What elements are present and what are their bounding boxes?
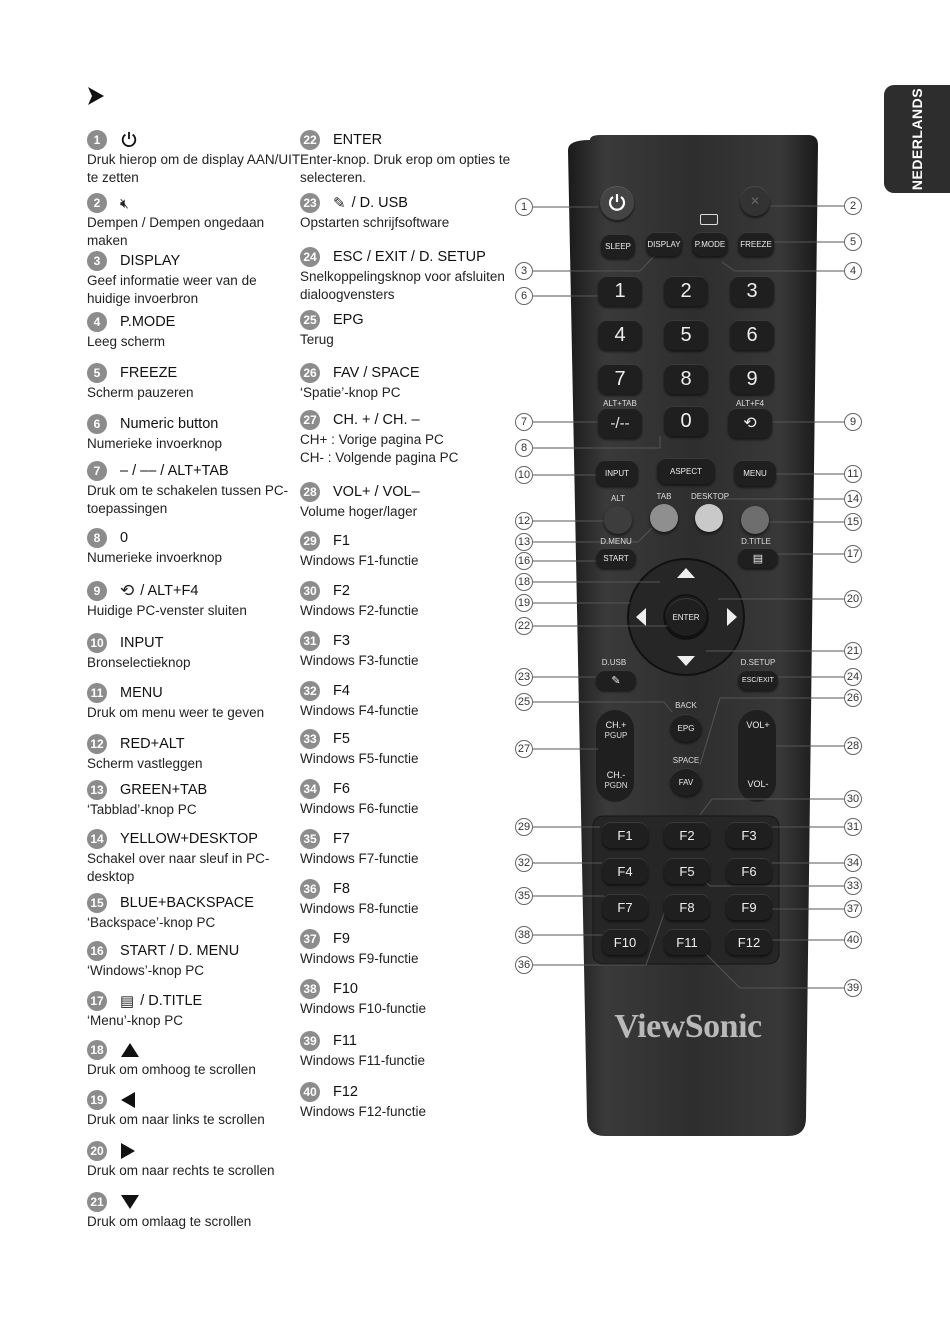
power-icon — [607, 193, 627, 213]
callout-34: 34 — [844, 854, 862, 872]
fkey-button-f5[interactable]: F5 — [664, 858, 710, 884]
fkey-button-f10[interactable]: F10 — [602, 929, 648, 955]
legend-description: Windows F1-functie — [300, 553, 419, 568]
callout-26: 26 — [844, 689, 862, 707]
fkey-button-f6[interactable]: F6 — [726, 858, 772, 884]
number-badge: 12 — [87, 734, 107, 754]
number-badge: 31 — [300, 631, 320, 651]
legend-description: Druk om omhoog te scrollen — [87, 1062, 256, 1077]
number-badge: 1 — [87, 130, 107, 150]
fkey-button-f11[interactable]: F11 — [664, 929, 710, 955]
return-icon: ⟲ — [120, 581, 135, 600]
callout-14: 14 — [844, 490, 862, 508]
number-badge: 35 — [300, 829, 320, 849]
legend-label: 0 — [120, 530, 129, 546]
legend-description: Windows F2-functie — [300, 603, 419, 618]
callout-20: 20 — [844, 590, 862, 608]
number-badge: 34 — [300, 779, 320, 799]
callout-3: 3 — [515, 262, 533, 280]
dtitle-button[interactable]: ▤ — [738, 548, 778, 568]
brand-logo: ViewSonic — [614, 1008, 762, 1045]
epg-button[interactable]: EPG — [670, 714, 702, 742]
legend-label: F10 — [333, 981, 358, 997]
screen-icon — [700, 214, 718, 225]
callout-16: 16 — [515, 552, 533, 570]
callout-12: 12 — [515, 512, 533, 530]
power-button[interactable] — [600, 186, 634, 220]
number-badge: 20 — [87, 1141, 107, 1161]
legend-label: ESC / EXIT / D. SETUP — [333, 249, 486, 265]
number-badge: 33 — [300, 729, 320, 749]
legend-description: Windows F7-functie — [300, 851, 419, 866]
callout-18: 18 — [515, 573, 533, 591]
esc-exit-button[interactable]: ESC/EXIT — [738, 670, 778, 690]
legend-description: Windows F10-functie — [300, 1001, 427, 1016]
legend-label: GREEN+TAB — [120, 782, 208, 798]
legend-label: START / D. MENU — [120, 943, 240, 959]
legend-label: F5 — [333, 731, 350, 747]
pmode-button[interactable]: P.MODE — [692, 232, 728, 256]
yellow-button[interactable] — [695, 504, 723, 532]
legend-label: YELLOW+DESKTOP — [120, 831, 258, 847]
legend-label: F11 — [333, 1033, 357, 1049]
number-badge: 15 — [87, 893, 107, 913]
red-button[interactable] — [604, 506, 632, 534]
callout-25: 25 — [515, 693, 533, 711]
legend-label: F9 — [333, 931, 350, 947]
dusb-button[interactable]: ✎ — [596, 670, 636, 690]
digit-button-5[interactable]: 5 — [664, 320, 708, 350]
legend-label: F1 — [333, 533, 350, 549]
legend-description: Windows F8-functie — [300, 901, 419, 916]
fkey-button-f12[interactable]: F12 — [726, 929, 772, 955]
number-badge: 16 — [87, 941, 107, 961]
callout-33: 33 — [844, 877, 862, 895]
legend-description: CH+ : Vorige pagina PC CH- : Volgende pagina PC — [300, 432, 459, 465]
number-badge: 6 — [87, 414, 107, 434]
blue-button[interactable] — [741, 506, 769, 534]
callout-22: 22 — [515, 617, 533, 635]
legend-description: Scherm vastleggen — [87, 756, 203, 771]
legend-description: Windows F5-functie — [300, 751, 419, 766]
legend-label: FREEZE — [120, 365, 178, 381]
dtitle-label: D.TITLE — [741, 537, 771, 546]
legend-label: EPG — [333, 312, 364, 328]
legend-label: FAV / SPACE — [333, 365, 420, 381]
fkey-button-f9[interactable]: F9 — [726, 894, 772, 920]
legend-description: ‘Backspace’-knop PC — [87, 915, 216, 930]
callout-7: 7 — [515, 413, 533, 431]
number-badge: 7 — [87, 461, 107, 481]
legend-label: ENTER — [333, 132, 383, 148]
callout-15: 15 — [844, 513, 862, 531]
language-tab-label: NEDERLANDS — [909, 87, 925, 191]
legend-description: Enter-knop. Druk erop om opties te selecteren. — [300, 152, 511, 185]
legend-description: ‘Tabblad’-knop PC — [87, 802, 197, 817]
ch-minus-label[interactable]: CH.- — [606, 770, 626, 780]
number-badge: 5 — [87, 363, 107, 383]
number-badge: 25 — [300, 310, 320, 330]
legend-label: Numeric button — [120, 416, 219, 432]
legend-label: DISPLAY — [120, 253, 181, 269]
callout-11: 11 — [844, 465, 862, 483]
tab-label: TAB — [656, 492, 672, 501]
number-badge: 37 — [300, 929, 320, 949]
legend-description: Terug — [300, 332, 334, 347]
number-badge: 13 — [87, 780, 107, 800]
number-badge: 10 — [87, 633, 107, 653]
number-badge: 11 — [87, 683, 107, 703]
callout-31: 31 — [844, 818, 862, 836]
callout-10: 10 — [515, 466, 533, 484]
display-button[interactable]: DISPLAY — [646, 232, 682, 256]
legend-label: – / –– / ALT+TAB — [120, 463, 229, 479]
legend-description: Druk om naar links te scrollen — [87, 1112, 265, 1127]
legend-description: Scherm pauzeren — [87, 385, 194, 400]
callout-13: 13 — [515, 533, 533, 551]
legend-label: MENU — [120, 685, 163, 701]
pen-icon: ✎ — [333, 195, 346, 212]
number-badge: 30 — [300, 581, 320, 601]
callout-19: 19 — [515, 594, 533, 612]
callout-38: 38 — [515, 926, 533, 944]
aspect-button[interactable]: ASPECT — [657, 458, 715, 484]
sleep-button[interactable]: SLEEP — [601, 234, 635, 258]
digit-button-1[interactable]: 1 — [598, 276, 642, 306]
legend-description: Druk hierop om de display AAN/UIT te zetten — [87, 152, 300, 185]
mute-icon: 🔇︎ — [120, 194, 129, 211]
number-badge: 18 — [87, 1040, 107, 1060]
digit-button-7[interactable]: 7 — [598, 364, 642, 394]
legend-description: Dempen / Dempen ongedaan maken — [87, 215, 265, 248]
callout-30: 30 — [844, 790, 862, 808]
number-badge: 21 — [87, 1192, 107, 1212]
legend-description: Windows F12-functie — [300, 1104, 427, 1119]
legend-description: Huidige PC-venster sluiten — [87, 603, 247, 618]
number-badge: 2 — [87, 193, 107, 213]
callout-2: 2 — [844, 197, 862, 215]
legend-label: P.MODE — [120, 314, 176, 330]
legend-label: F6 — [333, 781, 350, 797]
legend-description: Schakel over naar sleuf in PC-desktop — [87, 851, 270, 884]
fkey-button-f7[interactable]: F7 — [602, 894, 648, 920]
legend-description: Opstarten schrijfsoftware — [300, 215, 450, 230]
callout-27: 27 — [515, 740, 533, 758]
callout-40: 40 — [844, 931, 862, 949]
number-badge: 3 — [87, 251, 107, 271]
callout-24: 24 — [844, 668, 862, 686]
legend-description: Bronselectieknop — [87, 655, 191, 670]
number-badge: 26 — [300, 363, 320, 383]
legend-description: Windows F6-functie — [300, 801, 419, 816]
legend-description: Druk om te schakelen tussen PC-toepassingen — [87, 483, 289, 516]
fkey-button-f3[interactable]: F3 — [726, 822, 772, 848]
alt-tab-label: ALT+TAB — [603, 399, 637, 408]
legend-label: F2 — [333, 583, 350, 599]
callout-39: 39 — [844, 979, 862, 997]
input-button[interactable]: INPUT — [596, 460, 638, 486]
callout-17: 17 — [844, 545, 862, 563]
legend-label: / D. USB — [351, 195, 408, 211]
number-badge: 17 — [87, 991, 107, 1011]
legend-description: Druk om menu weer te geven — [87, 705, 265, 720]
digit-button-2[interactable]: 2 — [664, 276, 708, 306]
legend-label: F4 — [333, 683, 350, 699]
legend-description: Volume hoger/lager — [300, 504, 418, 519]
pgup-label: PGUP — [604, 731, 628, 740]
number-badge: 14 — [87, 829, 107, 849]
legend-label: / D.TITLE — [140, 993, 203, 1009]
fkey-button-f2[interactable]: F2 — [664, 822, 710, 848]
legend-description: Windows F4-functie — [300, 703, 419, 718]
number-badge: 38 — [300, 979, 320, 999]
back-label: BACK — [675, 701, 697, 710]
number-badge: 27 — [300, 410, 320, 430]
enter-button[interactable]: ENTER — [666, 598, 706, 636]
legend-label: F8 — [333, 881, 350, 897]
callout-35: 35 — [515, 887, 533, 905]
alt-f4-button[interactable]: ⟲ — [728, 408, 772, 438]
number-badge: 28 — [300, 482, 320, 502]
menu-doc-icon: ▤ — [120, 993, 135, 1010]
legend-label: / ALT+F4 — [140, 583, 199, 599]
digit-button-4[interactable]: 4 — [598, 320, 642, 350]
legend-description: Druk om omlaag te scrollen — [87, 1214, 252, 1229]
digit-button-9[interactable]: 9 — [730, 364, 774, 394]
ch-plus-label[interactable]: CH.+ — [605, 720, 627, 730]
dsetup-label: D.SETUP — [740, 658, 776, 667]
callout-6: 6 — [515, 287, 533, 305]
number-badge: 40 — [300, 1082, 320, 1102]
fkey-button-f4[interactable]: F4 — [602, 858, 648, 884]
number-badge: 22 — [300, 130, 320, 150]
callout-32: 32 — [515, 854, 533, 872]
number-badge: 29 — [300, 531, 320, 551]
freeze-button[interactable]: FREEZE — [738, 232, 774, 256]
legend-description: Druk om naar rechts te scrollen — [87, 1163, 275, 1178]
legend-description: ‘Windows’-knop PC — [87, 963, 205, 978]
legend-description: ‘Spatie’-knop PC — [300, 385, 401, 400]
digit-button-3[interactable]: 3 — [730, 276, 774, 306]
number-badge: 24 — [300, 247, 320, 267]
callout-5: 5 — [844, 233, 862, 251]
callout-23: 23 — [515, 668, 533, 686]
callout-37: 37 — [844, 900, 862, 918]
legend-description: Numerieke invoerknop — [87, 550, 223, 565]
fav-button[interactable]: FAV — [670, 768, 702, 796]
desktop-label: DESKTOP — [690, 492, 730, 501]
callout-1: 1 — [515, 198, 533, 216]
number-badge: 4 — [87, 312, 107, 332]
callout-9: 9 — [844, 413, 862, 431]
vol-plus-label[interactable]: VOL+ — [746, 720, 770, 730]
number-badge: 8 — [87, 528, 107, 548]
legend-description: Geef informatie weer van de huidige invoerbron — [87, 273, 257, 306]
legend-description: Windows F11-functie — [300, 1053, 426, 1068]
legend-description: Numerieke invoerknop — [87, 436, 223, 451]
legend-description: Windows F3-functie — [300, 653, 419, 668]
digit-button-8[interactable]: 8 — [664, 364, 708, 394]
dmenu-label: D.MENU — [600, 537, 632, 546]
fkey-button-f8[interactable]: F8 — [664, 894, 710, 920]
callout-8: 8 — [515, 439, 533, 457]
legend-label: RED+ALT — [120, 736, 185, 752]
number-badge: 9 — [87, 581, 107, 601]
alt-label: ALT — [610, 494, 626, 503]
legend-label: CH. + / CH. – — [333, 412, 420, 428]
legend-description: ‘Menu’-knop PC — [87, 1013, 184, 1028]
number-badge: 23 — [300, 193, 320, 213]
fkey-button-f1[interactable]: F1 — [602, 822, 648, 848]
callout-36: 36 — [515, 956, 533, 974]
number-badge: 39 — [300, 1031, 320, 1051]
legend-label: INPUT — [120, 635, 164, 651]
zero-button[interactable]: 0 — [664, 406, 708, 436]
callout-4: 4 — [844, 262, 862, 280]
legend-label: BLUE+BACKSPACE — [120, 895, 254, 911]
space-label: SPACE — [672, 756, 700, 765]
number-badge: 36 — [300, 879, 320, 899]
legend-description: Snelkoppelingsknop voor afsluiten dialoogvensters — [300, 269, 505, 302]
callout-29: 29 — [515, 818, 533, 836]
callout-28: 28 — [844, 737, 862, 755]
start-button[interactable]: START — [596, 548, 636, 568]
number-badge: 32 — [300, 681, 320, 701]
number-badge: 19 — [87, 1090, 107, 1110]
digit-button-6[interactable]: 6 — [730, 320, 774, 350]
vol-minus-label[interactable]: VOL- — [747, 779, 769, 789]
legend-label: F7 — [333, 831, 350, 847]
menu-button[interactable]: MENU — [734, 460, 776, 486]
legend-label: F3 — [333, 633, 350, 649]
dusb-label: D.USB — [601, 658, 627, 667]
legend-label: F12 — [333, 1084, 358, 1100]
pgdn-label: PGDN — [604, 781, 628, 790]
dash-button[interactable]: -/-- — [598, 408, 642, 438]
legend-description: Leeg scherm — [87, 334, 166, 349]
callout-21: 21 — [844, 642, 862, 660]
green-button[interactable] — [650, 504, 678, 532]
legend-label: VOL+ / VOL– — [333, 484, 420, 500]
legend-description: Windows F9-functie — [300, 951, 419, 966]
alt-f4-label: ALT+F4 — [735, 399, 765, 408]
mute-button[interactable]: ✕ — [740, 186, 770, 216]
